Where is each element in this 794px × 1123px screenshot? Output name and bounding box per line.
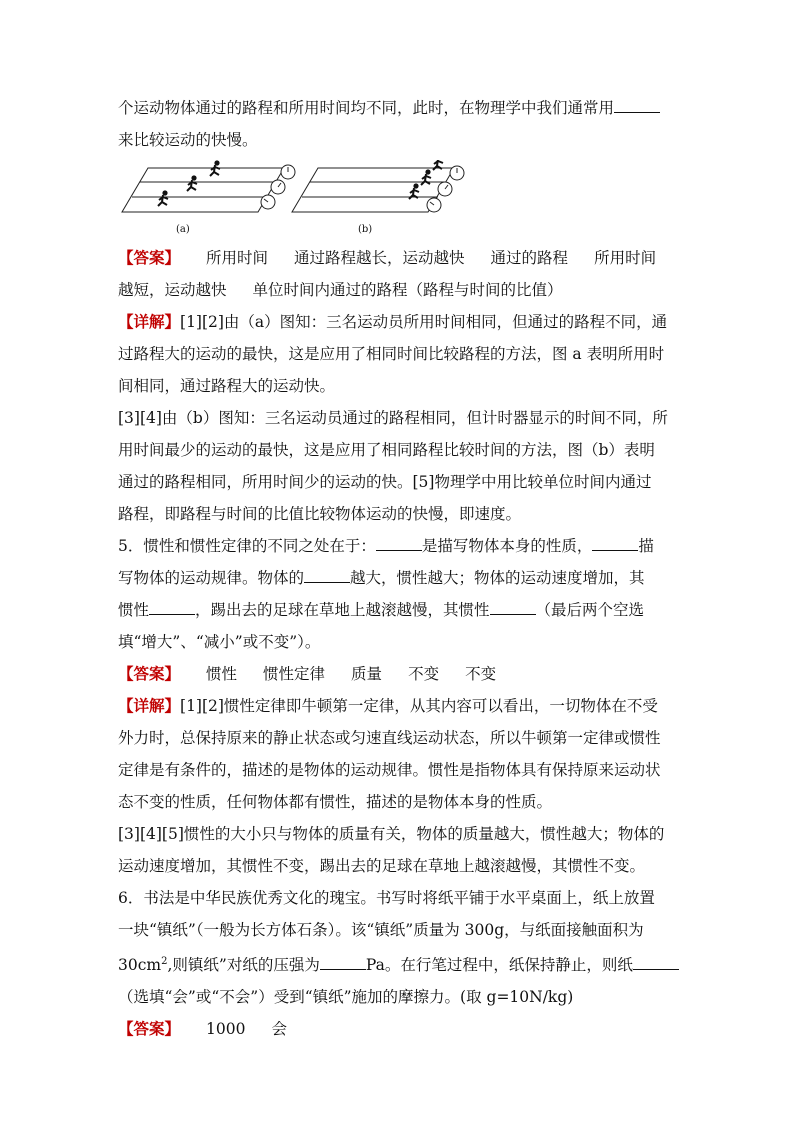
- q6-question-line3: $30cm^2$,则镇纸”对纸的压强为 Pa。在行笔过程中，纸保持静止，则纸: [118, 946, 678, 981]
- detail-tag: 【详解】: [118, 696, 181, 715]
- runners-a: [158, 160, 220, 206]
- document-page: [118, 92, 678, 1045]
- q5-answer-line: [118, 658, 678, 690]
- q5-question-line2: 写物体的运动规律。物体的 越大，惯性越大；物体的运动速度增加，其: [118, 569, 645, 587]
- q4-detail-line1: 【详解】[1][2]由（a）图知：三名运动员所用时间相同，但通过的路程不同，通: [118, 312, 668, 331]
- q5-detail-line1: 【详解】[1][2]惯性定律即牛顿第一定律，从其内容可以看出，一切物体在不受: [118, 696, 658, 715]
- answer-blank: [614, 98, 660, 113]
- q5-detail-line6: 运动速度增加，其惯性不变，踢出去的足球在草地上越滚越慢，其惯性不变。: [118, 857, 646, 875]
- q4-detail-line6: 通过的路程相同，所用时间少的运动的快。[5]物理学中用比较单位时间内通过: [118, 473, 652, 491]
- figure-a-label: (a): [176, 224, 190, 235]
- answer-1: 惯性: [206, 665, 238, 683]
- timers-b: [427, 166, 464, 212]
- answer-blank: [490, 600, 536, 615]
- answer-2: 会: [271, 1020, 287, 1039]
- answer-4: 所用时间: [594, 249, 657, 267]
- q6-question-line1: 6．书法是中华民族优秀文化的瑰宝。书写时将纸平铺于水平桌面上，纸上放置: [118, 889, 655, 907]
- detail-tag: 【详解】: [118, 312, 181, 331]
- q6-question-line4: （选填“会”或“不会”）受到“镇纸”施加的摩擦力。(取 g=10N/kg): [118, 988, 574, 1007]
- q5-detail-line5: [3][4][5]惯性的大小只与物体的质量有关，物体的质量越大，惯性越大；物体的: [118, 825, 665, 843]
- track-diagram: [118, 160, 478, 236]
- answer-tag: 【答案】: [118, 1019, 181, 1039]
- answer-blank: [376, 536, 422, 551]
- q4-answer-line1: [118, 242, 678, 274]
- q5-detail-line4: 态不变的性质，任何物体都有惯性，描述的是物体本身的性质。: [118, 793, 553, 811]
- answer-1: 1000: [206, 1020, 246, 1039]
- timers-a: [261, 165, 295, 209]
- q4-text-line2: 来比较运动的快慢。: [118, 131, 258, 149]
- answer-blank: [149, 600, 195, 615]
- q6-answer-line: [118, 1013, 678, 1045]
- q5-detail-line3: 定律是有条件的，描述的是物体的运动规律。惯性是指物体具有保持原来运动状: [118, 761, 661, 779]
- q6-question-line2: 一块“镇纸”（一般为长方体石条）。该“镇纸”质量为 300g，与纸面接触面积为: [118, 921, 644, 939]
- answer-4: 不变: [408, 665, 440, 683]
- answer-blank: [633, 955, 679, 970]
- answer-3: 质量: [351, 665, 383, 683]
- answer-tag: 【答案】: [118, 664, 181, 683]
- answer-tag: 【答案】: [118, 248, 181, 267]
- figure-b-label: (b): [358, 224, 373, 235]
- answer-blank: [320, 955, 366, 970]
- q4-text-line1: 个运动物体通过的路程和所用时间均不同，此时，在物理学中我们通常用: [118, 92, 678, 124]
- answer-2: 惯性定律: [263, 665, 326, 683]
- answer-blank: [592, 536, 638, 551]
- q4-answer-line2: 越短，运动越快 单位时间内通过的路程（路程与时间的比值）: [118, 274, 678, 306]
- answer-3: 通过的路程: [490, 249, 569, 267]
- q4-detail-line3: 间相同，通过路程大的运动快。: [118, 377, 336, 395]
- runners-b: [409, 160, 443, 199]
- q4-detail-line2: 过路程大的运动的最快，这是应用了相同时间比较路程的方法，图 a 表明所用时: [118, 345, 665, 363]
- answer-5: 不变: [465, 665, 497, 683]
- running-track-figure: [118, 160, 678, 236]
- q4-detail-line7: 路程，即路程与时间的比值比较物体运动的快慢，即速度。: [118, 505, 522, 523]
- answer-2: 通过路程越长，运动越快: [294, 249, 465, 267]
- q5-question-line3: 惯性 ，踢出去的足球在草地上越滚越慢，其惯性 （最后两个空选: [118, 601, 645, 619]
- q5-question-line4: 填“增大”、“减小”或不变”）。: [118, 633, 321, 651]
- q5-detail-line2: 外力时，总保持原来的静止状态或匀速直线运动状态，所以牛顿第一定律或惯性: [118, 729, 661, 747]
- q4-detail-line5: 用时间最少的运动的最快，这是应用了相同路程比较时间的方法，图（b）表明: [118, 441, 655, 459]
- q4-detail-line4: [3][4]由（b）图知：三名运动员通过的路程相同，但计时器显示的时间不同，所: [118, 409, 668, 427]
- answer-blank: [304, 568, 350, 583]
- track-a: [122, 168, 284, 212]
- answer-1: 所用时间: [206, 249, 269, 267]
- answer-5: 单位时间内通过的路程（路程与时间的比值）: [252, 281, 563, 299]
- q5-question-line1: 5．惯性和惯性定律的不同之处在于： 是描写物体本身的性质， 描: [118, 537, 654, 555]
